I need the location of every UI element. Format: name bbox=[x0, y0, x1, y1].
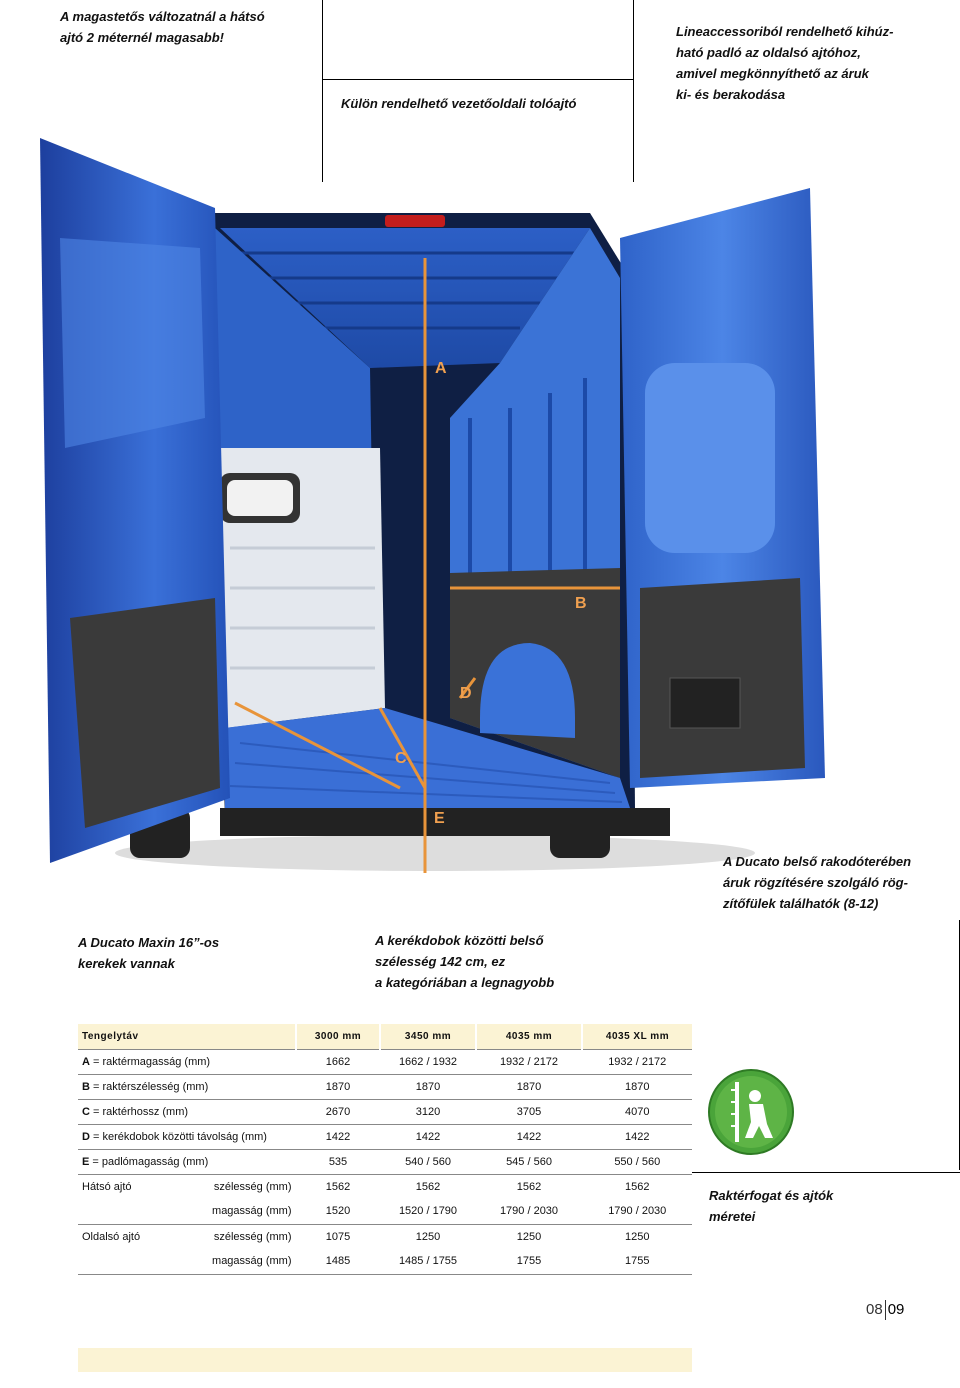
table-row-rear-door-height: magasság (mm) 1520 1520 / 1790 1790 / 2030 1790 / 2030 bbox=[78, 1199, 692, 1224]
caption-bottom-right: Raktérfogat és ajtók méretei bbox=[709, 1188, 834, 1224]
header-4035xl: 4035 XL mm bbox=[582, 1024, 692, 1049]
divider-top-middle bbox=[322, 79, 634, 80]
caption-top-left: A magastetős változatnál a hátsó ajtó 2 méternél magasabb! bbox=[60, 9, 265, 45]
cargo-measure-icon bbox=[707, 1068, 795, 1156]
divider-bottom-right bbox=[692, 1172, 960, 1173]
header-3450: 3450 mm bbox=[380, 1024, 476, 1049]
header-wheelbase: Tengelytáv bbox=[78, 1024, 296, 1049]
header-4035: 4035 mm bbox=[476, 1024, 582, 1049]
page-number: 08 09 bbox=[866, 1300, 904, 1320]
table-row-side-door-width: Oldalsó ajtó szélesség (mm) 1075 1250 1250 1250 bbox=[78, 1224, 692, 1249]
dimension-label-e: E bbox=[434, 810, 445, 827]
dimension-label-c: C bbox=[395, 750, 407, 767]
header-3000: 3000 mm bbox=[296, 1024, 380, 1049]
table-row-rear-door-width: Hátsó ajtó szélesség (mm) 1562 1562 1562 1562 bbox=[78, 1174, 692, 1199]
caption-top-middle: Külön rendelhető vezetőoldali tolóajtó bbox=[341, 96, 577, 111]
table-row: C = raktérhossz (mm) 2670 3120 3705 4070 bbox=[78, 1099, 692, 1124]
table-row: E = padlómagasság (mm) 535 540 / 560 545 / 560 550 / 560 bbox=[78, 1149, 692, 1174]
caption-top-right: Lineaccessoriból rendelhető kihúz- ható padló az oldalsó ajtóhoz, amivel megkönnyíthető az áruk ki- és berakodása bbox=[676, 24, 894, 102]
table-row: A = raktérmagasság (mm) 1662 1662 / 1932 1932 / 2172 1932 / 2172 bbox=[78, 1049, 692, 1074]
dimension-label-d: D bbox=[460, 685, 472, 702]
dimensions-table bbox=[78, 1024, 692, 1275]
footer-bar bbox=[78, 1348, 692, 1372]
table-header-row bbox=[78, 1024, 692, 1049]
table-row-side-door-height: magasság (mm) 1485 1485 / 1755 1755 1755 bbox=[78, 1249, 692, 1274]
caption-mid-left: A Ducato Maxin 16”-os kerekek vannak bbox=[78, 935, 220, 971]
dimension-label-b: B bbox=[575, 595, 587, 612]
dimension-label-a: A bbox=[435, 360, 447, 377]
caption-mid-right: A Ducato belső rakodóterében áruk rögzítésére szolgáló rög- zítőfülek találhatók (8-12) bbox=[723, 854, 912, 911]
van-cargo-photo bbox=[30, 118, 830, 888]
table-row: D = kerékdobok közötti távolság (mm) 1422 1422 1422 1422 bbox=[78, 1124, 692, 1149]
table-row: B = raktérszélesség (mm) 1870 1870 1870 1870 bbox=[78, 1074, 692, 1099]
caption-mid-center: A kerékdobok közötti belső szélesség 142 cm, ez a kategóriában a legnagyobb bbox=[375, 933, 555, 990]
